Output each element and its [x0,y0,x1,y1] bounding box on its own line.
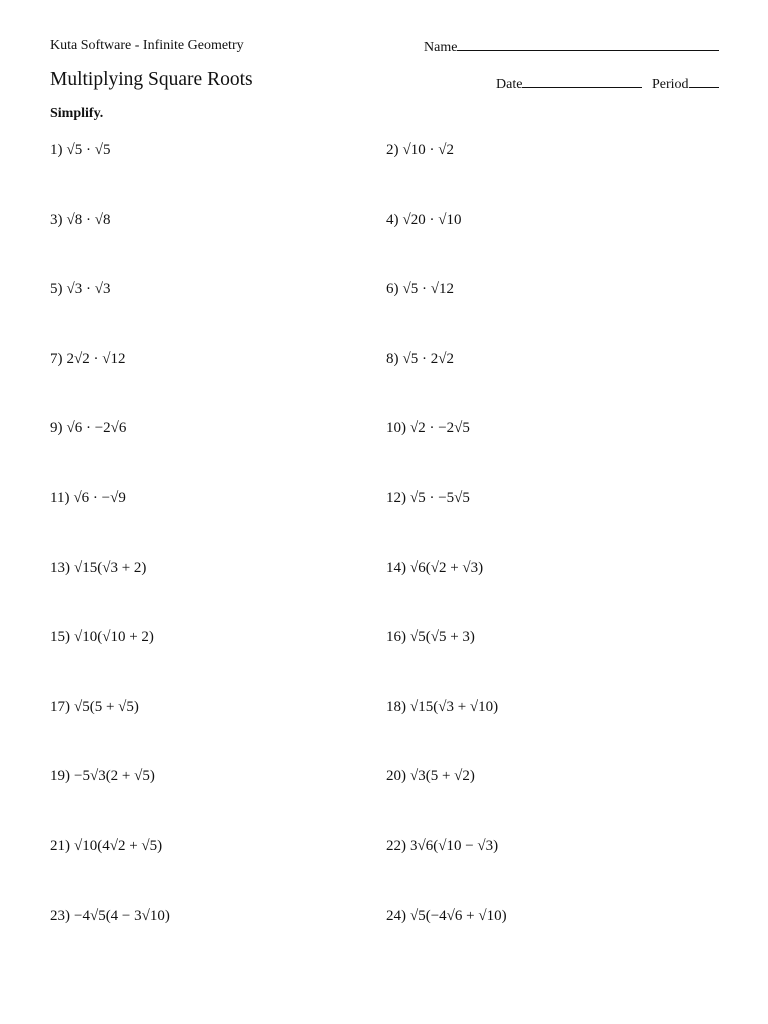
problem-expression: √10 · √2 [402,142,454,158]
problem-expression: √5(5 + √5) [74,698,139,715]
problem-expression: −4√5(4 − 3√10) [74,907,170,924]
problem-20 [386,765,475,787]
problem-21 [50,835,162,857]
problem-expression: √20 · √10 [402,211,462,228]
problem-number: 17) [50,698,70,715]
problem-expression: √6 · −2√6 [66,420,127,437]
problem-expression: √8 · √8 [66,211,111,228]
date-period-field [496,75,719,93]
problem-13 [50,557,146,579]
problem-12 [386,487,470,509]
problem-23 [50,905,170,927]
instructions: Simplify. [50,106,104,121]
problem-1 [50,139,110,161]
problem-expression: √3 · √3 [66,281,111,298]
problem-8 [386,348,454,370]
problem-10 [386,417,470,439]
problem-number: 3) [50,211,63,228]
problem-number: 4) [386,211,399,228]
problem-17 [50,696,139,718]
problem-expression: √3(5 + √2) [410,768,475,785]
period-label: Period [651,77,689,92]
problem-number: 12) [386,490,406,506]
problem-expression: √5 · √12 [402,281,454,298]
problem-number: 22) [386,838,406,854]
problem-expression: √5 · 2√2 [402,350,454,367]
problem-number: 21) [50,838,70,854]
problem-expression: √5 · −5√5 [410,490,470,506]
problem-number: 8) [386,350,399,367]
problem-11 [50,487,126,509]
name-field [424,38,719,56]
problem-5 [50,278,110,300]
problem-number: 16) [386,629,406,646]
problem-expression: √5(−4√6 + √10) [410,907,507,924]
problem-expression: √15(√3 + √10) [410,698,499,715]
problem-19 [50,765,155,787]
publisher-label: Kuta Software - Infinite Geometry [50,38,244,53]
problem-22 [386,835,498,857]
problem-number: 10) [386,420,406,437]
problem-3 [50,209,110,231]
date-blank[interactable] [522,75,642,88]
problem-expression: √6 · −√9 [73,490,126,506]
problem-number: 5) [50,281,63,298]
problem-6 [386,278,454,300]
problem-number: 2) [386,142,399,158]
problem-number: 11) [50,490,70,506]
problem-expression: 3√6(√10 − √3) [410,838,499,854]
problem-number: 1) [50,142,63,158]
problem-15 [50,626,154,648]
problem-18 [386,696,498,718]
problem-number: 18) [386,698,406,715]
problem-number: 14) [386,559,406,576]
name-label: Name [424,40,458,55]
problem-7 [50,348,125,370]
problem-expression: √10(√10 + 2) [74,629,154,646]
problem-expression: √15(√3 + 2) [74,559,147,576]
problem-2 [386,139,454,161]
problem-expression: √5 · √5 [66,142,111,158]
problem-16 [386,626,475,648]
problem-number: 6) [386,281,399,298]
problem-number: 13) [50,559,70,576]
problem-expression: √10(4√2 + √5) [74,838,163,854]
problem-number: 24) [386,907,406,924]
problem-number: 9) [50,420,63,437]
problem-number: 7) [50,350,63,367]
problem-number: 20) [386,768,406,785]
name-blank[interactable] [457,38,719,51]
problem-expression: √2 · −2√5 [410,420,470,437]
problem-4 [386,209,461,231]
date-label: Date [496,77,523,92]
problem-expression: √6(√2 + √3) [410,559,484,576]
worksheet-title: Multiplying Square Roots [50,69,253,90]
problem-number: 23) [50,907,70,924]
problem-number: 19) [50,768,70,785]
problem-24 [386,905,507,927]
period-blank[interactable] [689,75,719,88]
problem-expression: √5(√5 + 3) [410,629,475,646]
problem-expression: 2√2 · √12 [66,350,126,367]
problem-9 [50,417,126,439]
problem-14 [386,557,483,579]
problem-expression: −5√3(2 + √5) [74,768,155,785]
problem-number: 15) [50,629,70,646]
